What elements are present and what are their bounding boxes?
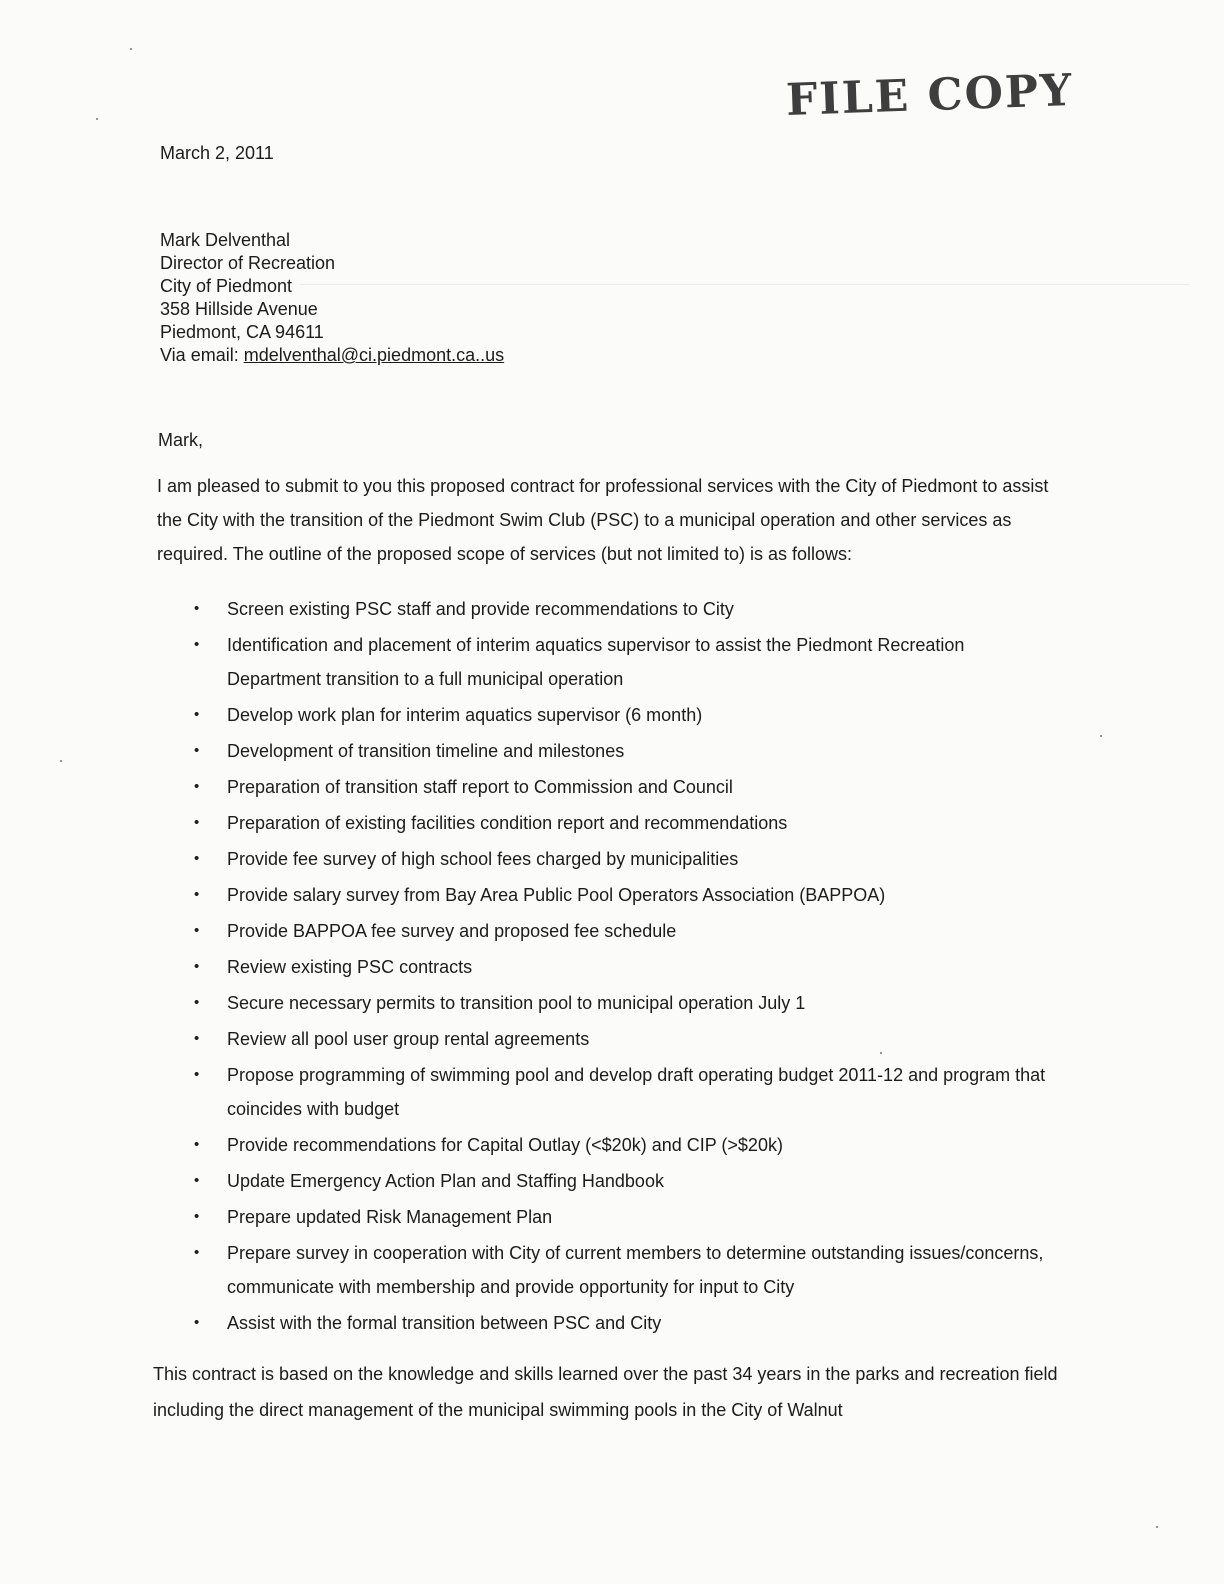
bullet-icon: • bbox=[194, 1208, 200, 1225]
scope-item-text: Assist with the formal transition between PSC and City bbox=[227, 1313, 662, 1333]
scope-item-text: Screen existing PSC staff and provide recommendations to City bbox=[227, 599, 734, 619]
bullet-icon: • bbox=[194, 1066, 200, 1083]
letter-date: March 2, 2011 bbox=[160, 143, 274, 163]
scope-item bbox=[190, 950, 1050, 984]
recipient-street: 358 Hillside Avenue bbox=[160, 299, 318, 319]
scope-item-text: Review existing PSC contracts bbox=[227, 957, 473, 977]
scope-item bbox=[190, 878, 1050, 912]
bullet-icon: • bbox=[194, 1172, 200, 1189]
recipient-address bbox=[160, 229, 504, 367]
scope-of-services-list bbox=[190, 592, 1050, 1342]
scope-item-text: Review all pool user group rental agreements bbox=[227, 1029, 590, 1049]
scope-item-text: Propose programming of swimming pool and develop draft operating budget 2011-12 and program that coincides with budget bbox=[227, 1065, 1046, 1119]
scope-item bbox=[190, 698, 1050, 732]
bullet-icon: • bbox=[194, 600, 200, 617]
intro-paragraph: I am pleased to submit to you this proposed contract for professional services with the City of Piedmont to assist the City with the transition of the Piedmont Swim Club (PSC) to a municipal operation and other services as required. The outline of the proposed scope of services (but not limited to) is as follows: bbox=[157, 476, 1049, 564]
bullet-icon: • bbox=[194, 636, 200, 653]
scope-item bbox=[190, 914, 1050, 948]
scope-item-text: Provide BAPPOA fee survey and proposed fee schedule bbox=[227, 921, 677, 941]
file-copy-stamp: FILE COPY bbox=[785, 64, 1075, 127]
closing-paragraph: This contract is based on the knowledge and skills learned over the past 34 years in the parks and recreation field including the direct management of the municipal swimming pools in the City of Walnut bbox=[153, 1364, 1058, 1420]
scope-item-text: Update Emergency Action Plan and Staffing Handbook bbox=[227, 1171, 664, 1191]
scope-item bbox=[190, 1128, 1050, 1162]
bullet-icon: • bbox=[194, 994, 200, 1011]
scan-speck bbox=[1100, 735, 1102, 737]
bullet-icon: • bbox=[194, 814, 200, 831]
email-label: Via email: bbox=[160, 345, 244, 365]
scope-item-text: Develop work plan for interim aquatics supervisor (6 month) bbox=[227, 705, 703, 725]
bullet-icon: • bbox=[194, 1244, 200, 1261]
bullet-icon: • bbox=[194, 1136, 200, 1153]
scope-item bbox=[190, 770, 1050, 804]
bullet-icon: • bbox=[194, 850, 200, 867]
scan-speck bbox=[1156, 1526, 1158, 1528]
scope-item-text: Identification and placement of interim aquatics supervisor to assist the Piedmont Recreation Department transition to a full municipal operation bbox=[227, 635, 965, 689]
scope-item-text: Secure necessary permits to transition pool to municipal operation July 1 bbox=[227, 993, 806, 1013]
recipient-organization: City of Piedmont bbox=[160, 276, 293, 296]
scope-item-text: Provide fee survey of high school fees charged by municipalities bbox=[227, 849, 739, 869]
scope-item bbox=[190, 986, 1050, 1020]
scope-item bbox=[190, 1058, 1050, 1126]
scope-item bbox=[190, 1306, 1050, 1340]
scope-item bbox=[190, 1200, 1050, 1234]
scope-item bbox=[190, 592, 1050, 626]
recipient-email-line bbox=[160, 344, 504, 367]
scope-item-text: Prepare updated Risk Management Plan bbox=[227, 1207, 553, 1227]
scope-item-text: Provide recommendations for Capital Outlay (<$20k) and CIP (>$20k) bbox=[227, 1135, 783, 1155]
salutation: Mark, bbox=[158, 430, 203, 450]
bullet-icon: • bbox=[194, 706, 200, 723]
recipient-city-state-zip: Piedmont, CA 94611 bbox=[160, 322, 324, 342]
recipient-email-link[interactable]: mdelventhal@ci.piedmont.ca..us bbox=[243, 345, 505, 365]
scope-item-text: Provide salary survey from Bay Area Public Pool Operators Association (BAPPOA) bbox=[227, 885, 886, 905]
scan-speck bbox=[130, 48, 132, 50]
scope-item-text: Prepare survey in cooperation with City of current members to determine outstanding issues/concerns, communicate with membership and provide opportunity for input to City bbox=[227, 1243, 1044, 1297]
recipient-title: Director of Recreation bbox=[160, 253, 336, 273]
scope-item bbox=[190, 806, 1050, 840]
recipient-name: Mark Delventhal bbox=[160, 230, 291, 250]
bullet-icon: • bbox=[194, 1314, 200, 1331]
bullet-icon: • bbox=[194, 1030, 200, 1047]
scope-item bbox=[190, 734, 1050, 768]
bullet-icon: • bbox=[194, 958, 200, 975]
scope-item bbox=[190, 1022, 1050, 1056]
scope-item bbox=[190, 628, 1050, 696]
bullet-icon: • bbox=[194, 922, 200, 939]
bullet-icon: • bbox=[194, 778, 200, 795]
bullet-icon: • bbox=[194, 886, 200, 903]
scope-item-text: Preparation of transition staff report to Commission and Council bbox=[227, 777, 733, 797]
scope-item bbox=[190, 1236, 1050, 1304]
scope-item-text: Development of transition timeline and milestones bbox=[227, 741, 625, 761]
scan-speck bbox=[880, 1052, 882, 1054]
scope-item bbox=[190, 842, 1050, 876]
scan-speck bbox=[96, 118, 98, 120]
scope-item-text: Preparation of existing facilities condition report and recommendations bbox=[227, 813, 788, 833]
scan-speck bbox=[60, 760, 62, 762]
bullet-icon: • bbox=[194, 742, 200, 759]
scope-item bbox=[190, 1164, 1050, 1198]
